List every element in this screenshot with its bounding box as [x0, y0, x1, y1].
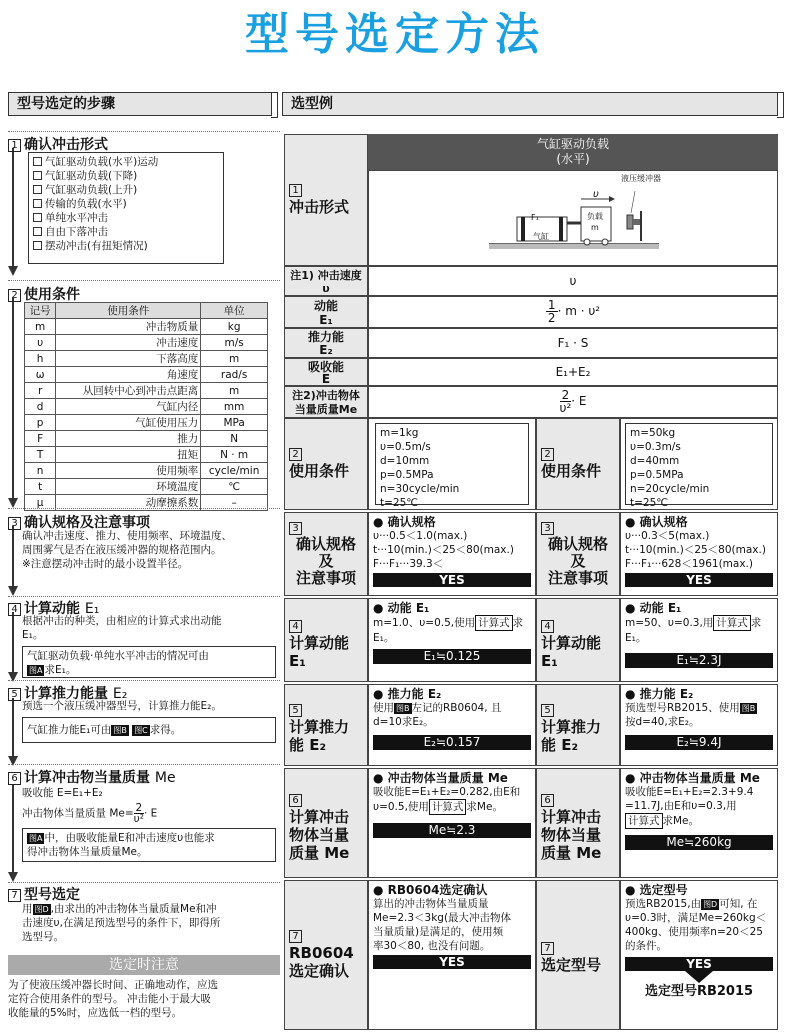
step5-note: 气缸推力能E₁可由 图B 图C 求得。	[22, 717, 276, 743]
table-row: n 使用频率 cycle/min	[25, 463, 268, 479]
step6-text: 吸收能 E=E₁+E₂ 冲击物体当量质量 Me= $\frac{2}{\text{υ²}}$ · E	[22, 787, 158, 825]
col-header: 单位	[201, 303, 268, 319]
step7-title: 7 型号选定	[8, 884, 80, 904]
formula-label: 推力能 E₂	[284, 328, 368, 358]
checkbox-item[interactable]: 传输的负载(水平)	[33, 197, 219, 211]
flow-line	[12, 784, 14, 872]
flow-line	[12, 612, 14, 672]
yes-badge: YES	[625, 573, 773, 587]
flow-line	[12, 148, 14, 266]
row3-spec-a: ● 确认规格 υ···0.5＜1.0(max.) t···10(min.)＜25＜80(max.) F···F₁···39.3＜ YES	[368, 512, 536, 596]
flow-line	[12, 526, 14, 586]
checkbox-item[interactable]: 单纯水平冲击	[33, 211, 219, 225]
step2-title: 2 使用条件	[8, 284, 80, 304]
step6-note: 图A 中，由吸收能量E和冲击速度υ也能求 得冲击物体当量质量Me。	[22, 828, 276, 862]
fig-cylinder: 气缸	[533, 232, 549, 241]
row2-cond-b: m=50kg υ=0.3m/s d=40mm p=0.5MPa n=20cycle/min t=25℃	[620, 418, 778, 510]
step4-text: 根据冲击的种类，由相应的计算式求出动能 E₁。	[22, 615, 222, 641]
col-header: 记号	[25, 303, 56, 319]
fig-load: 负载	[587, 212, 603, 221]
yes-badge: YES	[373, 573, 531, 587]
step3-text: 确认冲击速度、推力、使用频率、环境温度、 周围雾气是否在液压缓冲器的规格范围内。 ※注意摆动冲击时的最小设置半径。	[22, 530, 232, 570]
final-model: 选定型号RB2015	[644, 984, 754, 999]
fig-velocity: υ	[593, 189, 599, 200]
flow-arrow	[8, 498, 18, 508]
step7-text: 用 图D ,由求出的冲击物体当量质量Me和冲 击速度υ,在满足预选型号的条件下，即得所 选型号。	[22, 903, 221, 943]
row5-calc-b: ● 推力能 E₂ 预选型号RB2015、使用 图B 按d=40,求E₂。 E₂≒9.4J	[620, 684, 778, 766]
caution-header: 选定时注意	[8, 955, 280, 975]
col-header: 使用条件	[56, 303, 201, 319]
left-header: 型号选定的步骤	[8, 92, 272, 116]
impact-diagram	[368, 170, 778, 266]
table-row: d 气缸内径 mm	[25, 399, 268, 415]
step4-note: 气缸驱动负载·单纯水平冲击的情况可由 图A 求E₁。	[22, 646, 276, 678]
step5-title: 5 计算推力能量 E₂	[8, 683, 127, 703]
row5-calc-a: ● 推力能 E₂ 使用 图B 左记的RB0604, 且 d=10求E₂。 E₂≒0.157	[368, 684, 536, 766]
row3-label-a: 3 确认规格 及 注意事项	[284, 512, 368, 596]
row6-calc-a: ● 冲击物体当量质量 Me 吸收能E=E₁+E₂=0.282,由E和 υ=0.5,使用 计算式 求Me。 Me≒2.3	[368, 768, 536, 878]
row1-label: 1 冲击形式	[284, 134, 368, 266]
table-row: r 从回转中心到冲击点距离 m	[25, 383, 268, 399]
down-arrow-icon	[685, 971, 713, 983]
flow-line	[12, 298, 14, 498]
row5-label-b: 5 计算推力 能 E₂	[536, 684, 620, 766]
row7-label-a: 7 RB0604 选定确认	[284, 880, 368, 1030]
row6-label-a: 6 计算冲击 物体当量 质量 Me	[284, 768, 368, 878]
divider	[8, 131, 280, 132]
fig-mass: m	[591, 223, 599, 232]
result-badge: E₁≒2.3J	[625, 653, 773, 668]
row4-calc-a: ● 动能 E₁ m=1.0、υ=0.5,使用 计算式 求 E₁。 E₁≒0.125	[368, 598, 536, 682]
yes-badge: YES	[373, 955, 531, 969]
table-row: t 环境温度 ℃	[25, 479, 268, 495]
table-row: F 推力 N	[25, 431, 268, 447]
row6-label-b: 6 计算冲击 物体当量 质量 Me	[536, 768, 620, 878]
table-row: m 冲击物质量 kg	[25, 319, 268, 335]
divider	[8, 280, 280, 281]
divider	[8, 764, 280, 765]
row7-select-b: ● 选定型号 预选RB2015,由 图D 可知, 在 υ=0.3时，满足Me=260kg＜ 400kg、使用频率n=20＜25 的条件。 YES 选定型号RB2015	[620, 880, 778, 1030]
formula-label: 注2)冲击物体 当量质量Me	[284, 386, 368, 418]
row3-label-b: 3 确认规格 及 注意事项	[536, 512, 620, 596]
load-header: 气缸驱动负载 (水平)	[368, 134, 778, 170]
formula-label: 注1) 冲击速度 υ	[284, 266, 368, 296]
page-title: 型号选定方法	[245, 9, 545, 60]
table-row: T 扭矩 N · m	[25, 447, 268, 463]
checkbox-item[interactable]: 自由下落冲击	[33, 225, 219, 239]
result-badge: E₂≒0.157	[373, 735, 531, 750]
result-badge: Me≒2.3	[373, 823, 531, 838]
flow-arrow	[8, 872, 18, 882]
row2-label-a: 2 使用条件	[284, 418, 368, 510]
divider	[8, 596, 280, 597]
formula-value: υ	[368, 266, 778, 296]
row7-check-a: ● RB0604选定确认 算出的冲击物体当量质量 Me=2.3＜3kg(最大冲击物体 当量质量)是满足的，使用频 率30＜80, 也没有问题。 YES	[368, 880, 536, 1030]
table-row: p 气缸使用压力 MPa	[25, 415, 268, 431]
divider	[8, 508, 280, 509]
row6-calc-b: ● 冲击物体当量质量 Me 吸收能E=E₁+E₂=2.3+9.4 =11.7J,由E和υ=0.3,用 计算式 求Me。 Me≒260kg	[620, 768, 778, 878]
right-header: 选型例	[282, 92, 778, 116]
formula-value: $\frac{2}{\text{υ²}}$ · E	[368, 386, 778, 418]
row3-spec-b: ● 确认规格 υ···0.3＜5(max.) t···10(min.)＜25＜80(max.) F···F₁···628＜1961(max.) YES	[620, 512, 778, 596]
checkbox-item[interactable]: 摆动冲击(有扭矩情况)	[33, 239, 219, 253]
row4-calc-b: ● 动能 E₁ m=50、υ=0.3,用 计算式 求E₁。 E₁≒2.3J	[620, 598, 778, 682]
table-row: ω 角速度 rad/s	[25, 367, 268, 383]
row4-label-a: 4 计算动能 E₁	[284, 598, 368, 682]
result-badge: E₁≒0.125	[373, 649, 531, 664]
conditions-table	[24, 302, 268, 511]
step5-text: 预选一个液压缓冲器型号，计算推力能E₂。	[22, 700, 222, 712]
checkbox-item[interactable]: 气缸驱动负载(上升)	[33, 183, 219, 197]
flow-arrow	[8, 266, 18, 276]
row7-label-b: 7 选定型号	[536, 880, 620, 1030]
flow-arrow	[8, 586, 18, 596]
row2-label-b: 2 使用条件	[536, 418, 620, 510]
fig-f1: F₁	[531, 213, 539, 222]
row2-cond-a: m=1kg υ=0.5m/s d=10mm p=0.5MPa n=30cycle/min t=25℃	[368, 418, 536, 510]
step1-title: 1 确认冲击形式	[8, 134, 108, 154]
yes-badge: YES	[625, 957, 773, 971]
table-row: υ 冲击速度 m/s	[25, 335, 268, 351]
table-row: h 下落高度 m	[25, 351, 268, 367]
formula-value: F₁ · S	[368, 328, 778, 358]
divider	[8, 882, 280, 883]
result-badge: E₂≒9.4J	[625, 735, 773, 750]
formula-value: $\frac{1}{2}$ · m · υ²	[368, 296, 778, 328]
checkbox-item[interactable]: 气缸驱动负载(下降)	[33, 169, 219, 183]
step6-title: 6 计算冲击物当量质量 Me	[8, 767, 176, 787]
formula-label: 动能 E₁	[284, 296, 368, 328]
impact-type-list	[28, 152, 224, 264]
formula-value: E₁+E₂	[368, 358, 778, 386]
flow-line	[12, 698, 14, 756]
caution-text: 为了使液压缓冲器长时间、正确地动作，应选 定符合使用条件的型号。 冲击能小于最大吸 收能量的5%时，应选低一档的型号。	[8, 979, 218, 1019]
row4-label-b: 4 计算动能 E₁	[536, 598, 620, 682]
step3-title: 3 确认规格及注意事项	[8, 512, 150, 532]
fig-absorber: 液压缓冲器	[621, 174, 661, 183]
row5-label-a: 5 计算推力 能 E₂	[284, 684, 368, 766]
result-badge: Me≒260kg	[625, 835, 773, 850]
table-row: μ 动摩擦系数 –	[25, 495, 268, 511]
formula-label: 吸收能 E	[284, 358, 368, 386]
step4-title: 4 计算动能 E₁	[8, 598, 99, 618]
checkbox-item[interactable]: 气缸驱动负载(水平)运动	[33, 155, 219, 169]
divider	[8, 680, 280, 681]
